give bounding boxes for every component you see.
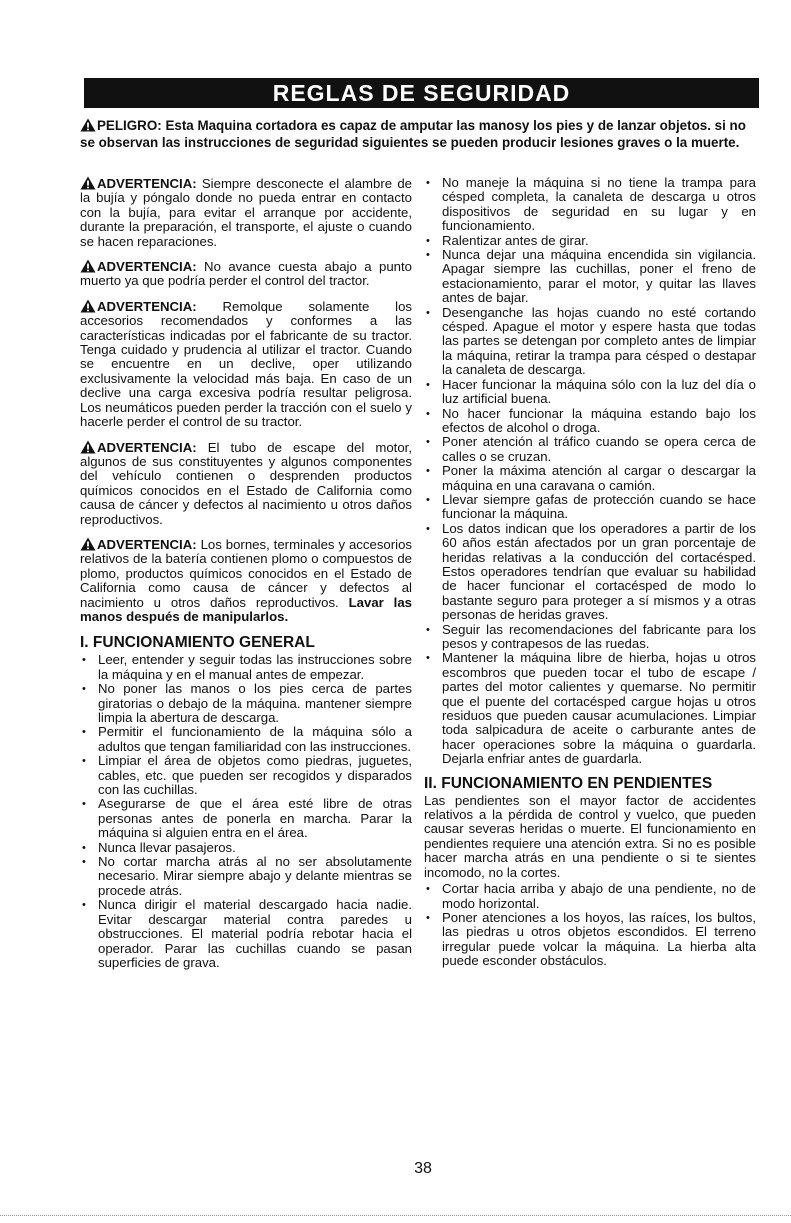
list-item: • Permitir el funcionamiento de la máquina sólo a adultos que tengan familiaridad con las instrucciones. [80,725,412,754]
list-item: • Limpiar el área de objetos como piedras, juguetes, cables, etc. que pueden ser recogidos y disparados con las cuchillas. [80,754,412,797]
list-item: • Nunca dirigir el material descargado hacia nadie. Evitar descargar material contra paredes u obstrucciones. El material podría rebotar hacia el operador. Parar las cuchillas cuando se pasan superficies de grava. [80,898,412,970]
warning-text: Los bornes, terminales y accesorios relativos de la batería contienen plomo o compuestos de plomo, productos químicos conocidos en el Estado de California como causa de cáncer y defectos al nacimiento u otros daños reproductivos. [80,536,412,610]
warning-triangle-icon [80,259,96,273]
section-heading-slopes: II. FUNCIONAMIENTO EN PENDIENTES [424,774,713,792]
warning-label: ADVERTENCIA: [97,439,197,455]
warning-paragraph [80,176,412,249]
general-rules-list-continued [424,176,756,767]
list-item: • Poner la máxima atención al cargar o descargar la máquina en una caravana o camión. [424,464,756,493]
warning-label: ADVERTENCIA: [97,298,197,314]
list-item: • Ralentizar antes de girar. [424,234,756,248]
warning-text: No avance cuesta abajo a punto muerto ya que podría perder el control del tractor. [80,259,412,289]
list-item: • Poner atención al tráfico cuando se opera cerca de calles o se cruzan. [424,435,756,464]
warning-text: Remolque solamente los accesorios recomendados y conformes a las características indicadas por el fabricante de su tractor. Tenga cuidado y prudencia al utilizar el tractor. Cuando se encuentre en un declive, oper utilizando exclusivamente la velocidad más baja. En caso de un declive una carga excesiva podría resultar peligrosa. Los neumáticos pueden perder la tracción con el suelo y hacerle perder el control de su tractor. [80,298,412,430]
list-item: • No maneje la máquina si no tiene la trampa para césped completa, la canaleta de descarga u otros dispositivos de seguridad en su lugar y en funcionamiento. [424,176,756,234]
page-title: REGLAS DE SEGURIDAD [272,79,571,106]
list-item: • Cortar hacia arriba y abajo de una pendiente, no de modo horizontal. [424,882,756,911]
list-item: • Seguir las recomendaciones del fabricante para los pesos y contrapesos de las ruedas. [424,623,756,652]
warning-text: El tubo de escape del motor, algunos de sus constituyentes y algunos componentes del vehículo contienen o desprenden productos químicos conocidos en el Estado de California como causa de cáncer y defectos al nacimiento u otros daños reproductivos. [80,439,412,527]
list-item: • No cortar marcha atrás al no ser absolutamente necesario. Mirar siempre abajo y delante mientras se procede atrás. [80,855,412,898]
warning-paragraph [80,259,412,289]
danger-notice [80,118,758,151]
list-item: • Leer, entender y seguir todas las instrucciones sobre la máquina y en el manual antes de empezar. [80,653,412,682]
slopes-intro: Las pendientes son el mayor factor de accidentes relativos a la pérdida de control y vuelco, que pueden causar severas heridas o muerte. El funcionamiento en pendientes requiere una atención extra. Si no es posible hacer marcha atrás en una pendiente o si te sientes incomodo, no la cortes. [424,792,756,880]
list-item: • No poner las manos o los pies cerca de partes giratorias o debajo de la máquina. mantener siempre limpia la abertura de descarga. [80,682,412,725]
warning-paragraph [80,440,412,527]
warning-triangle-icon [80,118,96,132]
list-item: • Hacer funcionar la máquina sólo con la luz del día o luz artificial buena. [424,378,756,407]
slopes-rules-list [424,882,756,968]
list-item: • Nunca llevar pasajeros. [80,841,412,855]
danger-label: PELIGRO: [97,118,162,133]
list-item: • Poner atenciones a los hoyos, las raíces, los bultos, las piedras u otros objetos escondidos. El terreno irregular puede volcar la máquina. La hierba alta puede esconder obstáculos. [424,911,756,969]
page-number: 38 [414,1160,432,1177]
warning-bold-tail: Lavar las manos después de manipularlos. [80,594,413,624]
right-column [424,176,756,975]
warning-paragraph [80,537,412,624]
general-rules-list [80,653,412,970]
list-item: • Los datos indican que los operadores a partir de los 60 años están afectados por un gran porcentaje de heridas relativas a la conducción del cortacésped. Estos operadores tendrían que evaluar su habilidad de hacer funcionar el cortacésped de modo lo bastante seguro para proteger a sí mismos y a otras personas de heridas graves. [424,522,756,623]
warning-triangle-icon [80,299,96,313]
list-item: • Llevar siempre gafas de protección cuando se hace funcionar la máquina. [424,493,756,522]
warning-label: ADVERTENCIA: [97,536,197,552]
section-banner [84,78,759,108]
list-item: • Nunca dejar una máquina encendida sin vigilancia. Apagar siempre las cuchillas, poner el freno de estacionamiento, parar el motor, y quitar las llaves antes de bajar. [424,248,756,306]
warning-text: Siempre desconecte el alambre de la bujía y póngalo donde no pueda entrar en contacto con la bujía, para evitar el arranque por accidente, durante la preparación, el transporte, el ajuste o cuando se hacen reparaciones. [80,176,412,249]
page-edge-divider [0,1215,791,1216]
list-item: • Desenganche las hojas cuando no esté cortando césped. Apague el motor y espere hasta que todas las partes se detengan por completo antes de limpiar la máquina, retirar la trampa para césped o destapar la canaleta de descarga. [424,306,756,378]
warning-label: ADVERTENCIA: [97,259,197,275]
warning-triangle-icon [80,537,96,551]
warning-triangle-icon [80,440,96,454]
left-column [80,176,412,976]
list-item: • Asegurarse de que el área esté libre de otras personas antes de ponerla en marcha. Parar la máquina si alguien entra en el área. [80,797,412,840]
warning-label: ADVERTENCIA: [97,176,197,191]
danger-text: Esta Maquina cortadora es capaz de amputar las manosy los pies y de lanzar objetos. si no se observan las instrucciones de seguridad siguientes se pueden producir lesiones graves o la muerte. [80,118,746,150]
list-item: • Mantener la máquina libre de hierba, hojas u otros escombros que pueden tocar el tubo de escape / partes del motor calientes y quemarse. No permitir que el puente del cortacésped cargue hojas u otros residuos que pueden causar acumulaciones. Limpiar toda salpicadura de aceite o carburante antes de hacer operaciones sobre la máquina o guardarla. Dejarla enfriar antes de guardarla. [424,651,756,766]
list-item: • No hacer funcionar la máquina estando bajo los efectos de alcohol o droga. [424,407,756,436]
warning-paragraph [80,299,412,430]
section-heading-general: I. FUNCIONAMIENTO GENERAL [80,634,315,652]
warning-triangle-icon [80,176,96,190]
